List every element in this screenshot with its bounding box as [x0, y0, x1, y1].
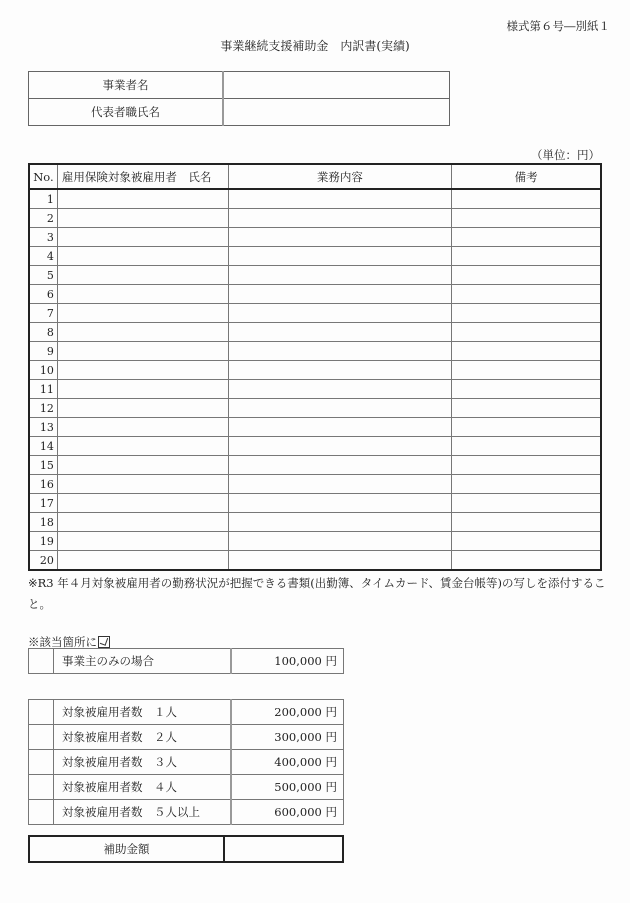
- work-content-cell[interactable]: [228, 189, 452, 209]
- table-row: [29, 361, 601, 380]
- applicant-info-table: [28, 71, 450, 126]
- row-number: 18: [29, 513, 57, 532]
- option-checkbox[interactable]: [29, 649, 54, 674]
- employee-name-cell[interactable]: [57, 513, 228, 532]
- option-row: [29, 649, 344, 674]
- work-content-cell[interactable]: [228, 285, 452, 304]
- row-number: 7: [29, 304, 57, 323]
- employee-count-option-table: [28, 699, 344, 825]
- work-content-cell[interactable]: [228, 228, 452, 247]
- table-row: [29, 209, 601, 228]
- unit-label: （単位：円）: [531, 148, 600, 162]
- column-header-note: 備考: [452, 164, 601, 189]
- employee-name-cell[interactable]: [57, 189, 228, 209]
- table-row: [29, 266, 601, 285]
- option-row: [29, 775, 344, 800]
- column-header-name: 雇用保険対象被雇用者 氏名: [57, 164, 228, 189]
- checkbox-icon: [98, 636, 110, 648]
- row-number: 2: [29, 209, 57, 228]
- column-header-no: No.: [29, 164, 57, 189]
- option-checkbox[interactable]: [29, 725, 54, 750]
- employee-name-cell[interactable]: [57, 323, 228, 342]
- option-amount: 400,000 円: [231, 750, 344, 775]
- option-row: [29, 800, 344, 825]
- document-title: 事業継続支援補助金 内訳書(実績): [220, 39, 410, 53]
- employee-name-cell[interactable]: [57, 285, 228, 304]
- table-row: [29, 304, 601, 323]
- option-label: 対象被雇用者数 ５人以上: [54, 800, 232, 825]
- employee-name-cell[interactable]: [57, 266, 228, 285]
- row-number: 13: [29, 418, 57, 437]
- remarks-cell[interactable]: [452, 361, 601, 380]
- remarks-cell[interactable]: [452, 228, 601, 247]
- table-row: [29, 475, 601, 494]
- column-header-work: 業務内容: [228, 164, 452, 189]
- table-row: [29, 418, 601, 437]
- business-name-field[interactable]: [223, 72, 450, 99]
- table-row: [29, 189, 601, 209]
- table-row: [29, 513, 601, 532]
- table-row: [29, 399, 601, 418]
- row-number: 5: [29, 266, 57, 285]
- employee-name-cell[interactable]: [57, 209, 228, 228]
- option-checkbox[interactable]: [29, 775, 54, 800]
- row-number: 6: [29, 285, 57, 304]
- remarks-cell[interactable]: [452, 380, 601, 399]
- employee-name-cell[interactable]: [57, 418, 228, 437]
- info-row-business-name: [29, 72, 450, 99]
- work-content-cell[interactable]: [228, 399, 452, 418]
- remarks-cell[interactable]: [452, 304, 601, 323]
- option-checkbox[interactable]: [29, 700, 54, 725]
- row-number: 4: [29, 247, 57, 266]
- option-amount: 300,000 円: [231, 725, 344, 750]
- remarks-cell[interactable]: [452, 494, 601, 513]
- row-number: 19: [29, 532, 57, 551]
- employee-name-cell[interactable]: [57, 456, 228, 475]
- row-number: 16: [29, 475, 57, 494]
- total-row: [29, 836, 343, 862]
- row-number: 12: [29, 399, 57, 418]
- remarks-cell[interactable]: [452, 532, 601, 551]
- table-row: [29, 228, 601, 247]
- work-content-cell[interactable]: [228, 475, 452, 494]
- table-row: [29, 437, 601, 456]
- row-number: 1: [29, 189, 57, 209]
- employee-name-cell[interactable]: [57, 532, 228, 551]
- option-amount: 500,000 円: [231, 775, 344, 800]
- employee-table: [28, 163, 602, 571]
- work-content-cell[interactable]: [228, 437, 452, 456]
- option-label: 対象被雇用者数 ２人: [54, 725, 232, 750]
- row-number: 15: [29, 456, 57, 475]
- table-row: [29, 532, 601, 551]
- option-row: [29, 750, 344, 775]
- remarks-cell[interactable]: [452, 209, 601, 228]
- employee-name-cell[interactable]: [57, 494, 228, 513]
- table-row: [29, 285, 601, 304]
- info-row-representative: [29, 99, 450, 126]
- remarks-cell[interactable]: [452, 418, 601, 437]
- row-number: 3: [29, 228, 57, 247]
- remarks-cell[interactable]: [452, 266, 601, 285]
- work-content-cell[interactable]: [228, 513, 452, 532]
- remarks-cell[interactable]: [452, 513, 601, 532]
- table-row: [29, 247, 601, 266]
- remarks-cell[interactable]: [452, 285, 601, 304]
- table-header-row: [29, 164, 601, 189]
- table-row: [29, 494, 601, 513]
- work-content-cell[interactable]: [228, 342, 452, 361]
- work-content-cell[interactable]: [228, 209, 452, 228]
- employee-name-cell[interactable]: [57, 437, 228, 456]
- row-number: 14: [29, 437, 57, 456]
- check-instruction-text: ※該当箇所に: [28, 635, 97, 649]
- table-row: [29, 456, 601, 475]
- subsidy-amount-field[interactable]: [224, 836, 343, 862]
- option-checkbox[interactable]: [29, 750, 54, 775]
- work-content-cell[interactable]: [228, 494, 452, 513]
- work-content-cell[interactable]: [228, 323, 452, 342]
- employee-name-cell[interactable]: [57, 247, 228, 266]
- representative-field[interactable]: [223, 99, 450, 126]
- option-row: [29, 725, 344, 750]
- subsidy-total-table: [28, 835, 344, 863]
- remarks-cell[interactable]: [452, 342, 601, 361]
- row-number: 10: [29, 361, 57, 380]
- subsidy-amount-label: 補助金額: [29, 836, 224, 862]
- form-number: 様式第６号―別紙１: [506, 19, 610, 33]
- employee-name-cell[interactable]: [57, 342, 228, 361]
- option-label: 対象被雇用者数 ３人: [54, 750, 232, 775]
- row-number: 20: [29, 551, 57, 571]
- work-content-cell[interactable]: [228, 456, 452, 475]
- work-content-cell[interactable]: [228, 266, 452, 285]
- option-amount: 100,000 円: [231, 649, 344, 674]
- work-content-cell[interactable]: [228, 380, 452, 399]
- option-amount: 600,000 円: [231, 800, 344, 825]
- employee-name-cell[interactable]: [57, 399, 228, 418]
- row-number: 8: [29, 323, 57, 342]
- option-label: 対象被雇用者数 １人: [54, 700, 232, 725]
- employee-name-cell[interactable]: [57, 361, 228, 380]
- remarks-cell[interactable]: [452, 323, 601, 342]
- remarks-cell[interactable]: [452, 437, 601, 456]
- work-content-cell[interactable]: [228, 247, 452, 266]
- work-content-cell[interactable]: [228, 532, 452, 551]
- attachment-note: ※R3 年４月対象被雇用者の勤務状況が把握できる書類(出勤簿、タイムカード、賃金台帳等)の写しを添付すること。: [28, 576, 606, 611]
- remarks-cell[interactable]: [452, 475, 601, 494]
- remarks-cell[interactable]: [452, 247, 601, 266]
- work-content-cell[interactable]: [228, 418, 452, 437]
- representative-label: 代表者職氏名: [29, 99, 224, 126]
- option-label: 事業主のみの場合: [54, 649, 232, 674]
- option-label: 対象被雇用者数 ４人: [54, 775, 232, 800]
- option-row: [29, 700, 344, 725]
- remarks-cell[interactable]: [452, 551, 601, 571]
- remarks-cell[interactable]: [452, 456, 601, 475]
- employee-name-cell[interactable]: [57, 475, 228, 494]
- table-row: [29, 342, 601, 361]
- employee-name-cell[interactable]: [57, 380, 228, 399]
- table-row: [29, 551, 601, 571]
- employee-name-cell[interactable]: [57, 228, 228, 247]
- employee-name-cell[interactable]: [57, 304, 228, 323]
- owner-only-option-table: [28, 648, 344, 674]
- table-row: [29, 380, 601, 399]
- option-checkbox[interactable]: [29, 800, 54, 825]
- work-content-cell[interactable]: [228, 361, 452, 380]
- employee-name-cell[interactable]: [57, 551, 228, 571]
- option-amount: 200,000 円: [231, 700, 344, 725]
- remarks-cell[interactable]: [452, 189, 601, 209]
- work-content-cell[interactable]: [228, 551, 452, 571]
- work-content-cell[interactable]: [228, 304, 452, 323]
- row-number: 9: [29, 342, 57, 361]
- row-number: 17: [29, 494, 57, 513]
- row-number: 11: [29, 380, 57, 399]
- table-row: [29, 323, 601, 342]
- business-name-label: 事業者名: [29, 72, 224, 99]
- remarks-cell[interactable]: [452, 399, 601, 418]
